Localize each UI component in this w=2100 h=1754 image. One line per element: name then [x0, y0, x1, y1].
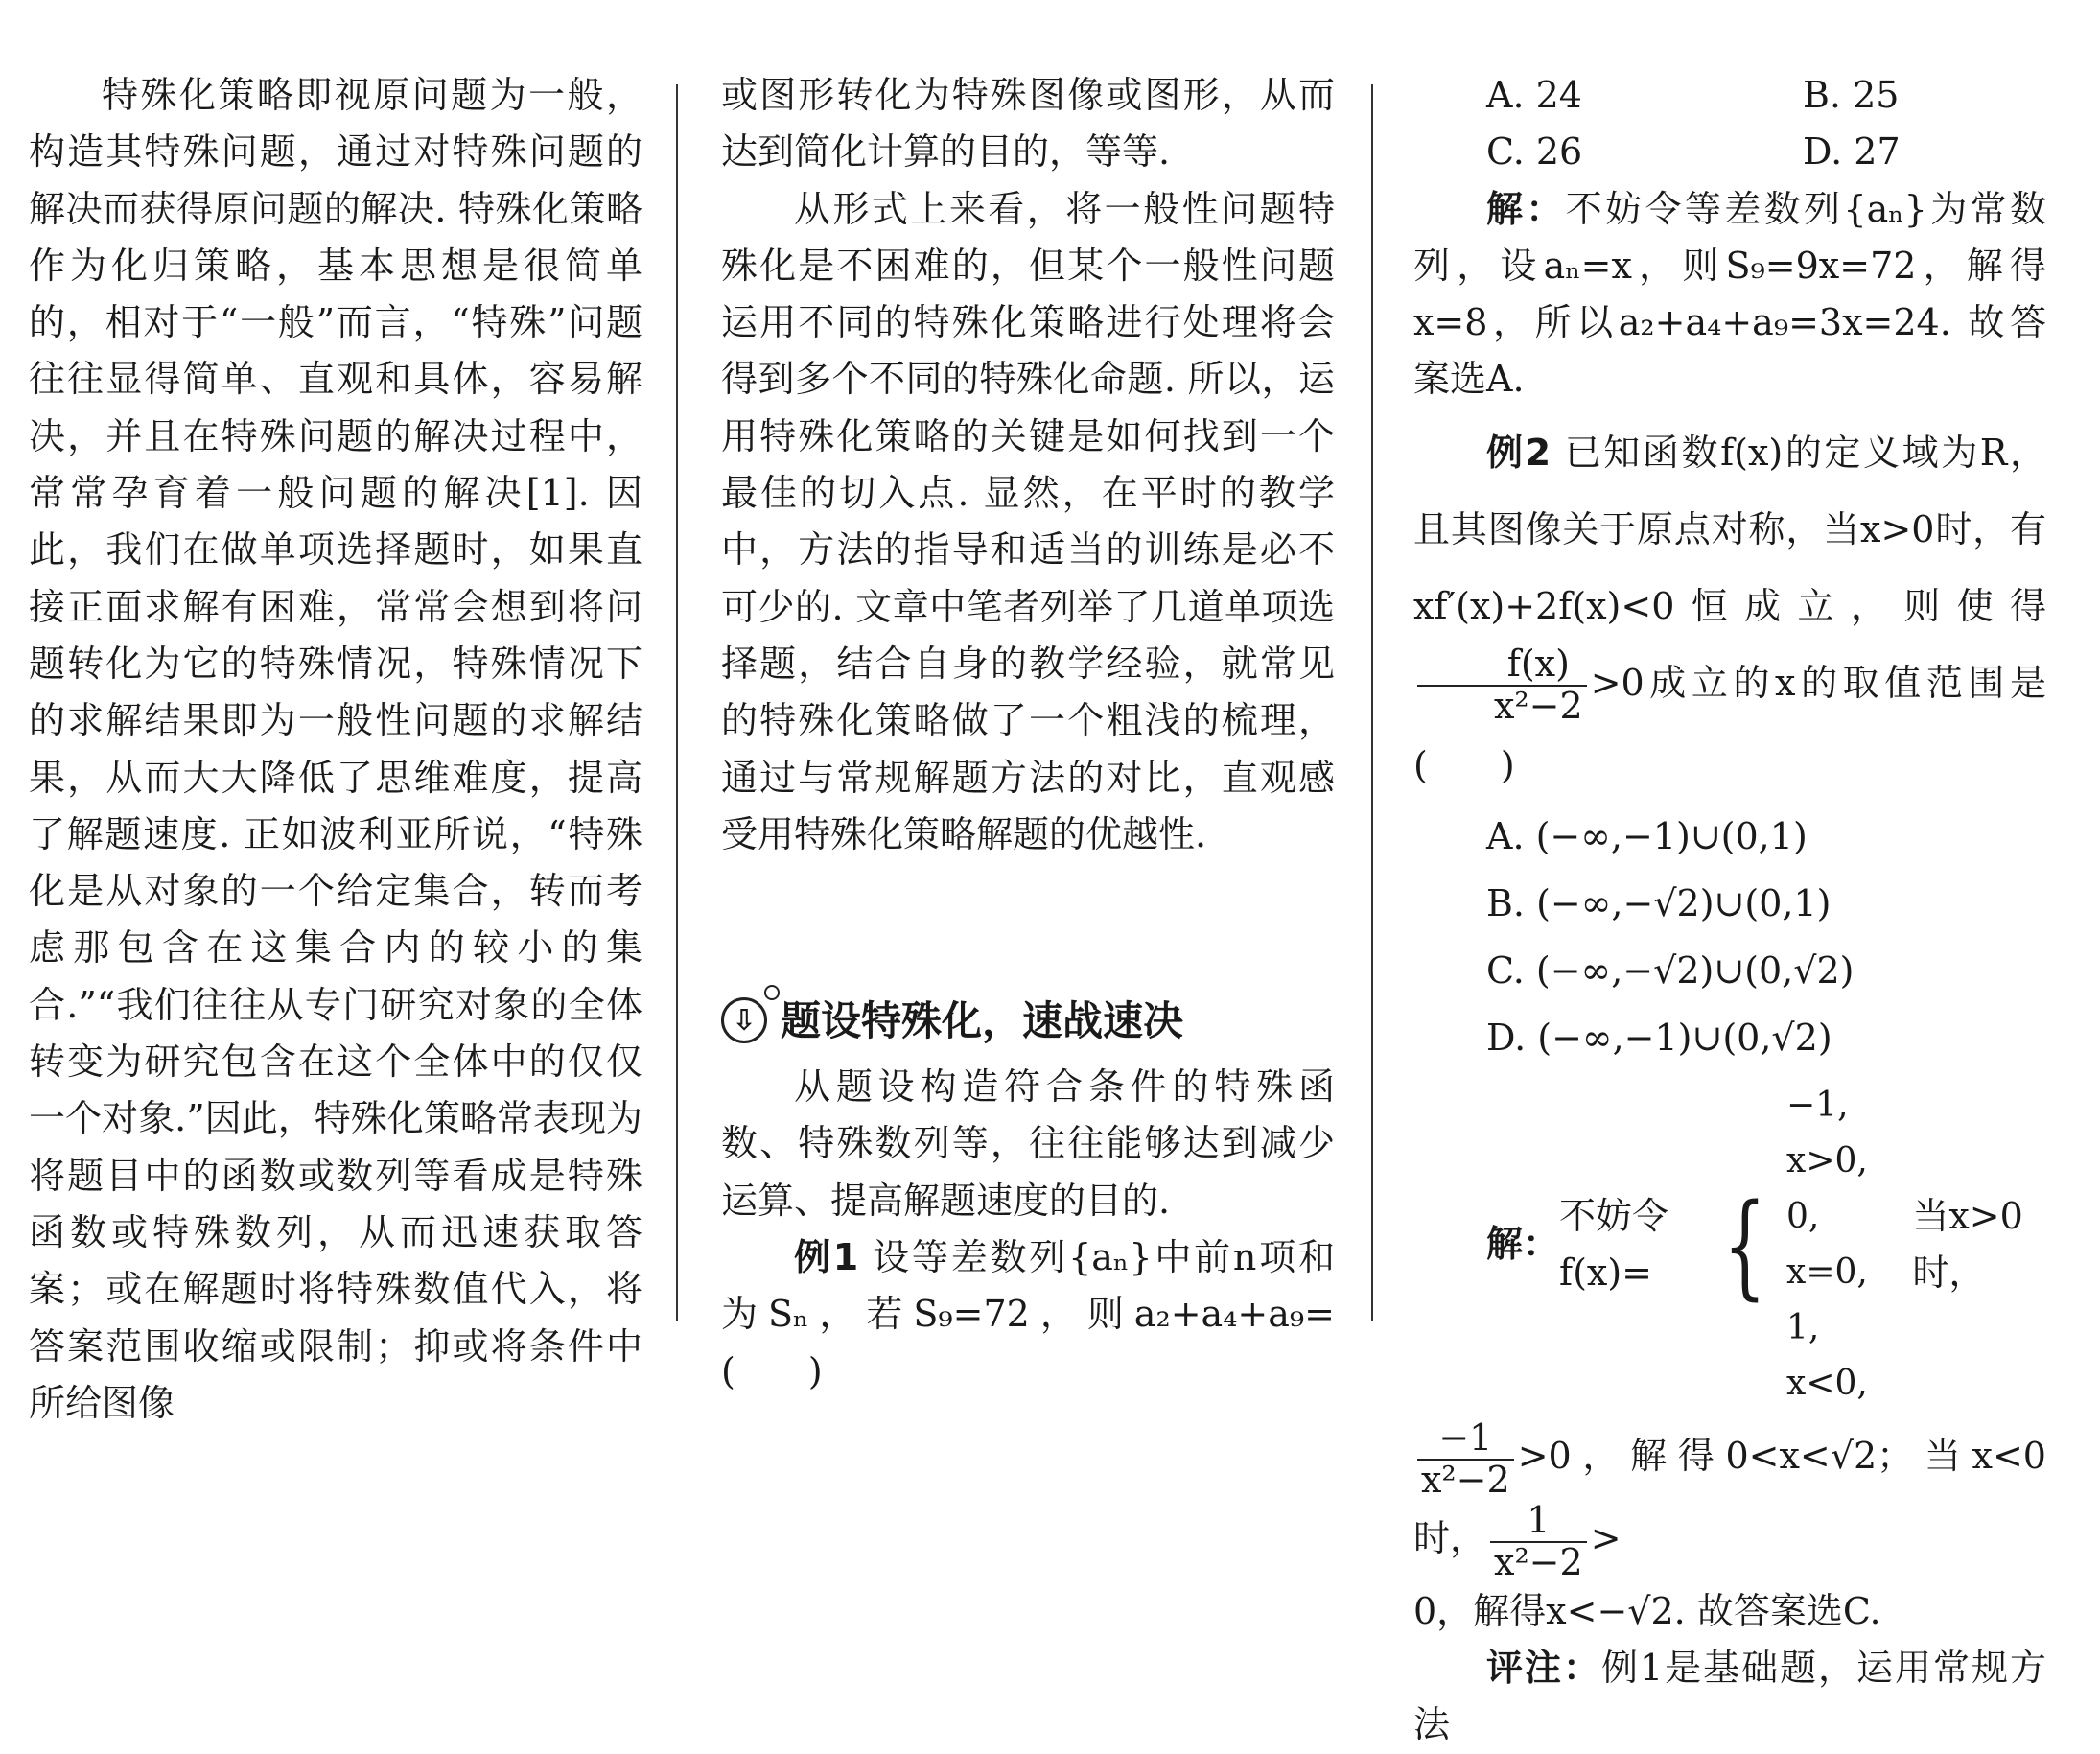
solution-1-label: 解： — [1486, 187, 1566, 230]
case-2: 0, x=0, — [1786, 1197, 1868, 1293]
option-c: C. 26 — [1486, 130, 1583, 174]
column-divider-right — [1371, 84, 1373, 1321]
section-heading — [721, 984, 1335, 1057]
comment — [1413, 1640, 2046, 1754]
fraction-1-denominator: x²−2 — [1421, 1458, 1510, 1501]
solution-2-fraction-2 — [1490, 1501, 1587, 1583]
option-b: B. 25 — [1803, 74, 1900, 116]
solution-2-lead: 不妨令f(x)= — [1559, 1194, 1669, 1295]
section-intro-paragraph: 从题设构造符合条件的特殊函数、特殊数列等，往往能够达到减少运算、提高解题速度的目的. — [721, 1065, 1335, 1222]
column-3 — [1413, 67, 2046, 1754]
example-2-text-b: >0成立的x的取值范围是( ) — [1413, 661, 2046, 787]
example-1-options-row-2 — [1413, 124, 2046, 180]
case-3: 1, x<0, — [1786, 1308, 1868, 1404]
solution-2-mid: >0，解得0<x<√2；当x<0时， — [1413, 1435, 2046, 1560]
example-1-text: 设等差数列{aₙ}中前n项和为Sₙ，若S₉=72，则a₂+a₄+a₉=( ) — [721, 1236, 1335, 1392]
solution-1-text: 不妨令等差数列{aₙ}为常数列，设aₙ=x，则S₉=9x=72，解得x=8，所以a₂+a₄+a₉=3x=24. 故答案选A. — [1413, 187, 2046, 401]
fraction-denominator: x²−2 — [1494, 685, 1583, 728]
intro-paragraph: 特殊化策略即视原问题为一般，构造其特殊问题，通过对特殊问题的解决而获得原问题的解决. 特殊化策略作为化归策略，基本思想是很简单的，相对于“一般”而言，“特殊”问题往往显得简单、直观和具体，容易解决，并且在特殊问题的解决过程中，常常孕育着一般问题的解决[1]. 因此，我们在做单项选择题时，如果直接正面求解有困难，常常会想到将问题转化为它的特殊情况，特殊情况下的求解结果即为一般性问题的求解结果，从而大大降低了思维难度，提高了解题速度. 正如波利亚所说，“特殊化是从对象的一个给定集合，转而考虑那包含在这集合内的较小的集合.”“我们往往从专门研究对象的全体转变为研究包含在这个全体中的仅仅一个对象.”因此，特殊化策略常表现为将题目中的函数或数列等看成是特殊函数或特殊数列，从而迅速获取答案；或在解题时将特殊数值代入，将答案范围收缩或限制；抑或将条件中所给图像 — [29, 74, 642, 1424]
solution-2-piecewise — [1413, 1078, 2046, 1412]
paragraph-continued: 或图形转化为特殊图像或图形，从而达到简化计算的目的，等等. — [721, 74, 1335, 174]
column-divider-left — [676, 84, 678, 1321]
example-2-text-a: 已知函数f(x)的定义域为R，且其图像关于原点对称，当x>0时，有xf′(x)+2f(x)<0恒成立，则使得 — [1413, 431, 2046, 627]
example-2-option-d: D. (−∞,−1)∪(0,√2) — [1486, 1017, 1832, 1060]
example-2-label: 例2 — [1486, 431, 1552, 474]
example-2-option-b: B. (−∞,−√2)∪(0,1) — [1486, 882, 1832, 925]
fraction-1-numerator: −1 — [1417, 1418, 1514, 1461]
solution-2-end: 0，解得x<−√2. 故答案选C. — [1413, 1589, 1881, 1632]
solution-2-continued — [1413, 1417, 2046, 1583]
column-2 — [721, 67, 1335, 1400]
solution-2-after: 当x>0时， — [1912, 1194, 2023, 1295]
example-2 — [1413, 414, 2046, 804]
fraction-2-denominator: x²−2 — [1494, 1540, 1583, 1583]
comment-text: 例1是基础题，运用常规方法 — [1413, 1646, 2046, 1746]
paragraph-specialization: 从形式上来看，将一般性问题特殊化是不困难的，但某个一般性问题运用不同的特殊化策略进行处理将会得到多个不同的特殊化命题. 所以，运用特殊化策略的关键是如何找到一个最佳的切入点. 显然，在平时的教学中，方法的指导和适当的训练是必不可少的. 文章中笔者列举了几道单项选择题，结合自身的教学经验，就常见的特殊化策略做了一个粗浅的梳理，通过与常规解题方法的对比，直观感受用特殊化策略解题的优越性. — [721, 187, 1335, 855]
example-1-options-row-1 — [1413, 67, 2046, 124]
fraction-numerator: f(x) — [1417, 644, 1587, 687]
solution-2-fraction-1 — [1417, 1415, 1514, 1501]
brace-symbol: { — [1722, 1179, 1767, 1312]
solution-2-label: 解： — [1486, 1223, 1560, 1266]
example-2-fraction — [1417, 644, 1587, 727]
piecewise-cases — [1786, 1078, 1899, 1412]
section-heading-text: 题设特殊化，速战速决 — [781, 996, 1184, 1044]
example-1 — [721, 1229, 1335, 1400]
option-d: D. 27 — [1803, 130, 1901, 174]
example-2-option-c: C. (−∞,−√2)∪(0,√2) — [1486, 949, 1855, 993]
fraction-2-numerator: 1 — [1490, 1501, 1587, 1543]
column-1 — [29, 67, 642, 1432]
case-1: −1, x>0, — [1786, 1086, 1868, 1181]
comment-label: 评注： — [1486, 1646, 1601, 1689]
example-2-option-a: A. (−∞,−1)∪(0,1) — [1486, 815, 1808, 858]
option-a: A. 24 — [1486, 74, 1582, 116]
solution-2-end-a: > — [1590, 1517, 1622, 1560]
down-arrow-icon: ⇩ — [721, 997, 767, 1043]
example-1-label: 例1 — [794, 1236, 859, 1279]
solution-1 — [1413, 181, 2046, 409]
